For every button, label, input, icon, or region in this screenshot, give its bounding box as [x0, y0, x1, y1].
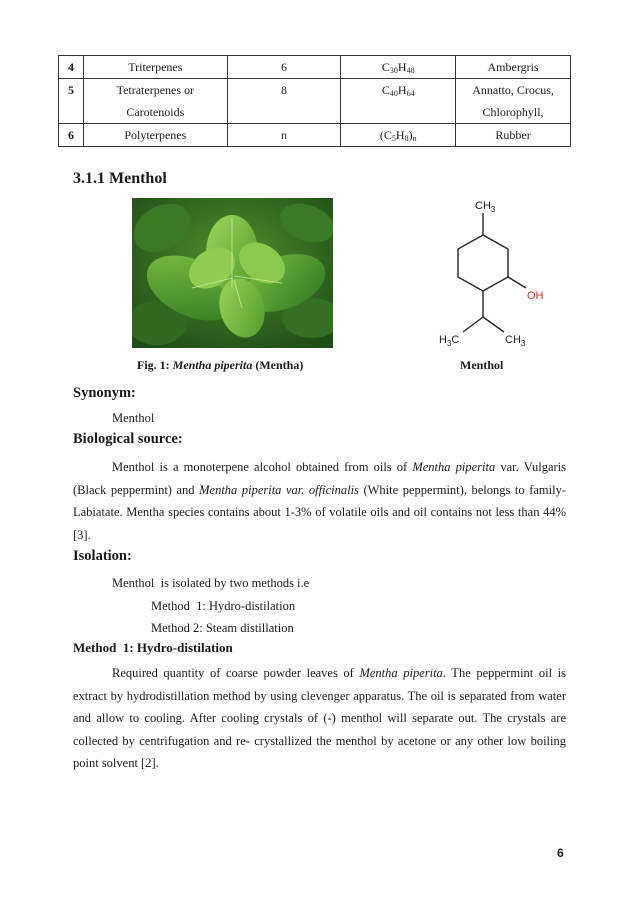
isolation-heading: Isolation:: [73, 548, 132, 564]
caption-species: Mentha piperita: [172, 358, 253, 372]
atom-ch3-top: $CH_3$: [475, 200, 496, 214]
biological-source-paragraph: [73, 456, 566, 546]
bio-text-2: var. Vulgaris (Black peppermint) and: [73, 460, 566, 497]
method1-text-1: Required quantity of coarse powder leaves of: [112, 666, 360, 680]
table-cell-units: 6: [227, 56, 341, 79]
method1-italic: Mentha piperita: [359, 666, 443, 680]
method1-text-2: . The peppermint oil is extract by hydrodistillation method by using clevenger apparatus. The oil is separated from water and allow to cooling. After cooling crystals of (-) menthol will separate out. The crystals are collected by centrifugation and re- crystallized the menthol by acetone or any other low boiling point solvent [2].: [73, 666, 566, 770]
table-cell-class: Triterpenes: [83, 56, 227, 79]
bio-italic-2: Mentha piperita var. officinalis: [199, 482, 359, 497]
atom-h3c: $H_3C$: [439, 334, 460, 348]
table-cell-formula: $C_{30}H_{48}$: [341, 56, 456, 79]
isolation-intro: Menthol is isolated by two methods i.e: [112, 576, 310, 590]
menthol-structure: [430, 195, 560, 355]
bio-italic-1: Mentha piperita: [412, 460, 496, 474]
table-cell-formula: $(C_5H_8)_n$: [341, 124, 456, 147]
figure-caption: [137, 358, 303, 373]
table-cell-class: [83, 79, 227, 124]
table-cell-examples: [456, 79, 571, 124]
isolation-method-2: Method 2: Steam distillation: [151, 621, 294, 635]
table-cell-num: 4: [59, 56, 84, 79]
method1-heading: Method 1: Hydro-distilation: [73, 640, 233, 655]
atom-ch3-right: $CH_3$: [505, 334, 526, 348]
isolation-method-1: Method 1: Hydro-distilation: [151, 599, 296, 613]
mint-leaves-image: [132, 198, 333, 348]
table-cell-units: n: [227, 124, 341, 147]
terpene-table: [58, 55, 571, 147]
page-number: 6: [557, 846, 564, 860]
section-title: 3.1.1 Menthol: [73, 170, 167, 187]
atom-oh: OH: [527, 290, 544, 302]
table-cell-formula: $C_{40}H_{64}$: [341, 79, 456, 124]
bio-text-3: (White peppermint), belongs to family- Labiatate. Mentha species contains about 1-3% of volatile oils and oil contains not less than 44% [3].: [73, 482, 566, 542]
table-cell-examples: Rubber: [456, 124, 571, 147]
table-cell-num: 5: [59, 79, 84, 124]
caption-suffix: (Mentha): [252, 358, 304, 372]
class-line-1: Tetraterpenes or: [116, 83, 195, 97]
table-row: [59, 79, 571, 124]
table-cell-examples: Ambergris: [456, 56, 571, 79]
table-row: [59, 124, 571, 147]
synonym-text: Menthol: [112, 411, 155, 425]
method1-paragraph: [73, 662, 566, 775]
examples-line-1: Annatto, Crocus,: [472, 83, 554, 97]
table-cell-num: 6: [59, 124, 84, 147]
examples-line-2: Chlorophyll,: [482, 105, 544, 119]
mentha-photo: [132, 198, 333, 348]
synonym-heading: Synonym:: [73, 385, 136, 401]
table-row: [59, 56, 571, 79]
table-cell-units: 8: [227, 79, 341, 124]
caption-prefix: Fig. 1:: [137, 358, 173, 372]
bio-text-1: Menthol is a monoterpene alcohol obtained from oils of: [112, 460, 413, 474]
class-line-2: Carotenoids: [126, 105, 185, 119]
structure-caption: Menthol: [460, 358, 504, 372]
table-cell-class: Polyterpenes: [83, 124, 227, 147]
biological-source-heading: Biological source:: [73, 431, 183, 447]
